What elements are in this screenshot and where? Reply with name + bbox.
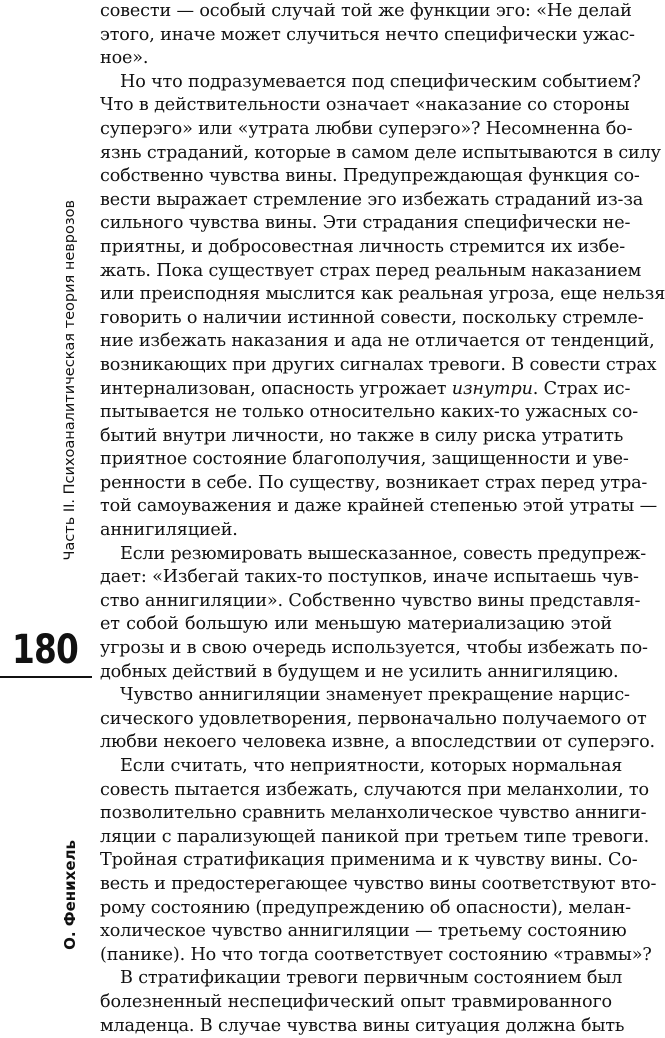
text-line: вести выражает стремление эго избежать страданий из-за [100, 189, 644, 210]
text-line: Чувство аннигиляции знаменует прекращение нарцис- [120, 685, 630, 706]
text-line: суперэго» или «утрата любви суперэго»? Несомненна бо- [100, 118, 633, 139]
text-line: приятны, и добросовестная личность стремится их избе- [100, 236, 626, 257]
text-line: аннигиляцией. [100, 520, 238, 541]
text-line: Если резюмировать вышесказанное, совесть предупреж- [120, 543, 647, 564]
text-line: приятное состояние благополучия, защищенности и уве- [100, 449, 629, 470]
paragraph [100, 755, 657, 967]
text-line: дает: «Избегай таких-то поступков, иначе испытаешь чув- [100, 567, 639, 588]
text-line: рому состоянию (предупреждению об опасности), мелан- [100, 897, 631, 918]
text-line: любви некоего человека извне, а впоследствии от суперэго. [100, 732, 655, 753]
text-line: возникающих при других сигналах тревоги. В совести страх [100, 354, 657, 375]
paragraph [100, 0, 635, 71]
text-line: холическое чувство аннигиляции — третьему состоянию [100, 921, 627, 942]
text-line: младенца. В случае чувства вины ситуация должна быть [100, 1015, 625, 1036]
text-line: или преисподняя мыслится как реальная угроза, еще нельзя [100, 284, 665, 305]
text-line: Тройная стратификация применима и к чувству вины. Со- [100, 850, 638, 871]
text-line: Но что подразумевается под специфическим событием? [120, 71, 641, 92]
running-head-part [58, 200, 82, 600]
text-line: той самоуважения и даже крайней степенью этой утраты — [100, 496, 658, 517]
text-line: болезненный неспецифический опыт травмированного [100, 991, 612, 1012]
text-line: сильного чувства вины. Эти страдания специфически не- [100, 213, 631, 234]
text-line: собственно чувства вины. Предупреждающая функция со- [100, 166, 640, 187]
text-line: сического удовлетворения, первоначально получаемого от [100, 708, 647, 729]
paragraph [100, 71, 665, 543]
text-line: весть и предостерегающее чувство вины соответствуют вто- [100, 873, 657, 894]
text-line: ное». [100, 48, 149, 69]
text-line: ренности в себе. По существу, возникает страх перед утра- [100, 472, 648, 493]
text-line: этого, иначе может случиться нечто специфически ужас- [100, 24, 635, 45]
text-line: совесть пытается избежать, случаются при меланхолии, то [100, 779, 649, 800]
paragraph [100, 684, 655, 755]
text-line: говорить о наличии истинной совести, поскольку стремле- [100, 307, 644, 328]
text-line: совести — особый случай той же функции эго: «Не делай [100, 1, 632, 21]
running-head-author [58, 840, 82, 1000]
text-line: В стратификации тревоги первичным состоянием был [120, 968, 623, 989]
paragraph [100, 543, 648, 685]
text-line: жать. Пока существует страх перед реальным наказанием [100, 260, 642, 281]
text-line: интернализован, опасность угрожает изнутри. Страх ис- [100, 378, 631, 399]
running-head-part-number: Часть II. [62, 498, 78, 561]
page-number-rule [0, 676, 92, 678]
text-line: ство аннигиляции». Собственно чувство вины представля- [100, 590, 641, 611]
body-text [100, 0, 665, 1038]
text-line: ние избежать наказания и ада не отличается от тенденций, [100, 331, 655, 352]
text-line: язнь страданий, которые в самом деле испытываются в силу [100, 142, 661, 163]
text-line: позволительно сравнить меланхолическое чувство анниги- [100, 803, 647, 824]
running-head-section-title: Психоаналитическая теория неврозов [62, 200, 78, 495]
text-line: ляции с парализующей паникой при третьем типе тревоги. [100, 826, 650, 847]
page-number: 180 [11, 627, 79, 673]
author-name: О. Фенихель [61, 840, 79, 950]
paragraph [100, 967, 625, 1038]
text-line: Что в действительности означает «наказание со стороны [100, 95, 630, 116]
text-line: угрозы и в свою очередь используется, чтобы избежать по- [100, 638, 648, 659]
text-line: ет собой большую или меньшую материализацию этой [100, 614, 612, 635]
text-line: бытий внутри личности, но также в силу риска утратить [100, 425, 624, 446]
text-line: (панике). Но что тогда соответствует состоянию «травмы»? [100, 944, 652, 965]
text-line: Если считать, что неприятности, которых нормальная [120, 756, 623, 776]
text-line: пытывается не только относительно каких-то ужасных со- [100, 402, 638, 423]
text-line: добных действий в будущем и не усилить аннигиляцию. [100, 661, 619, 682]
